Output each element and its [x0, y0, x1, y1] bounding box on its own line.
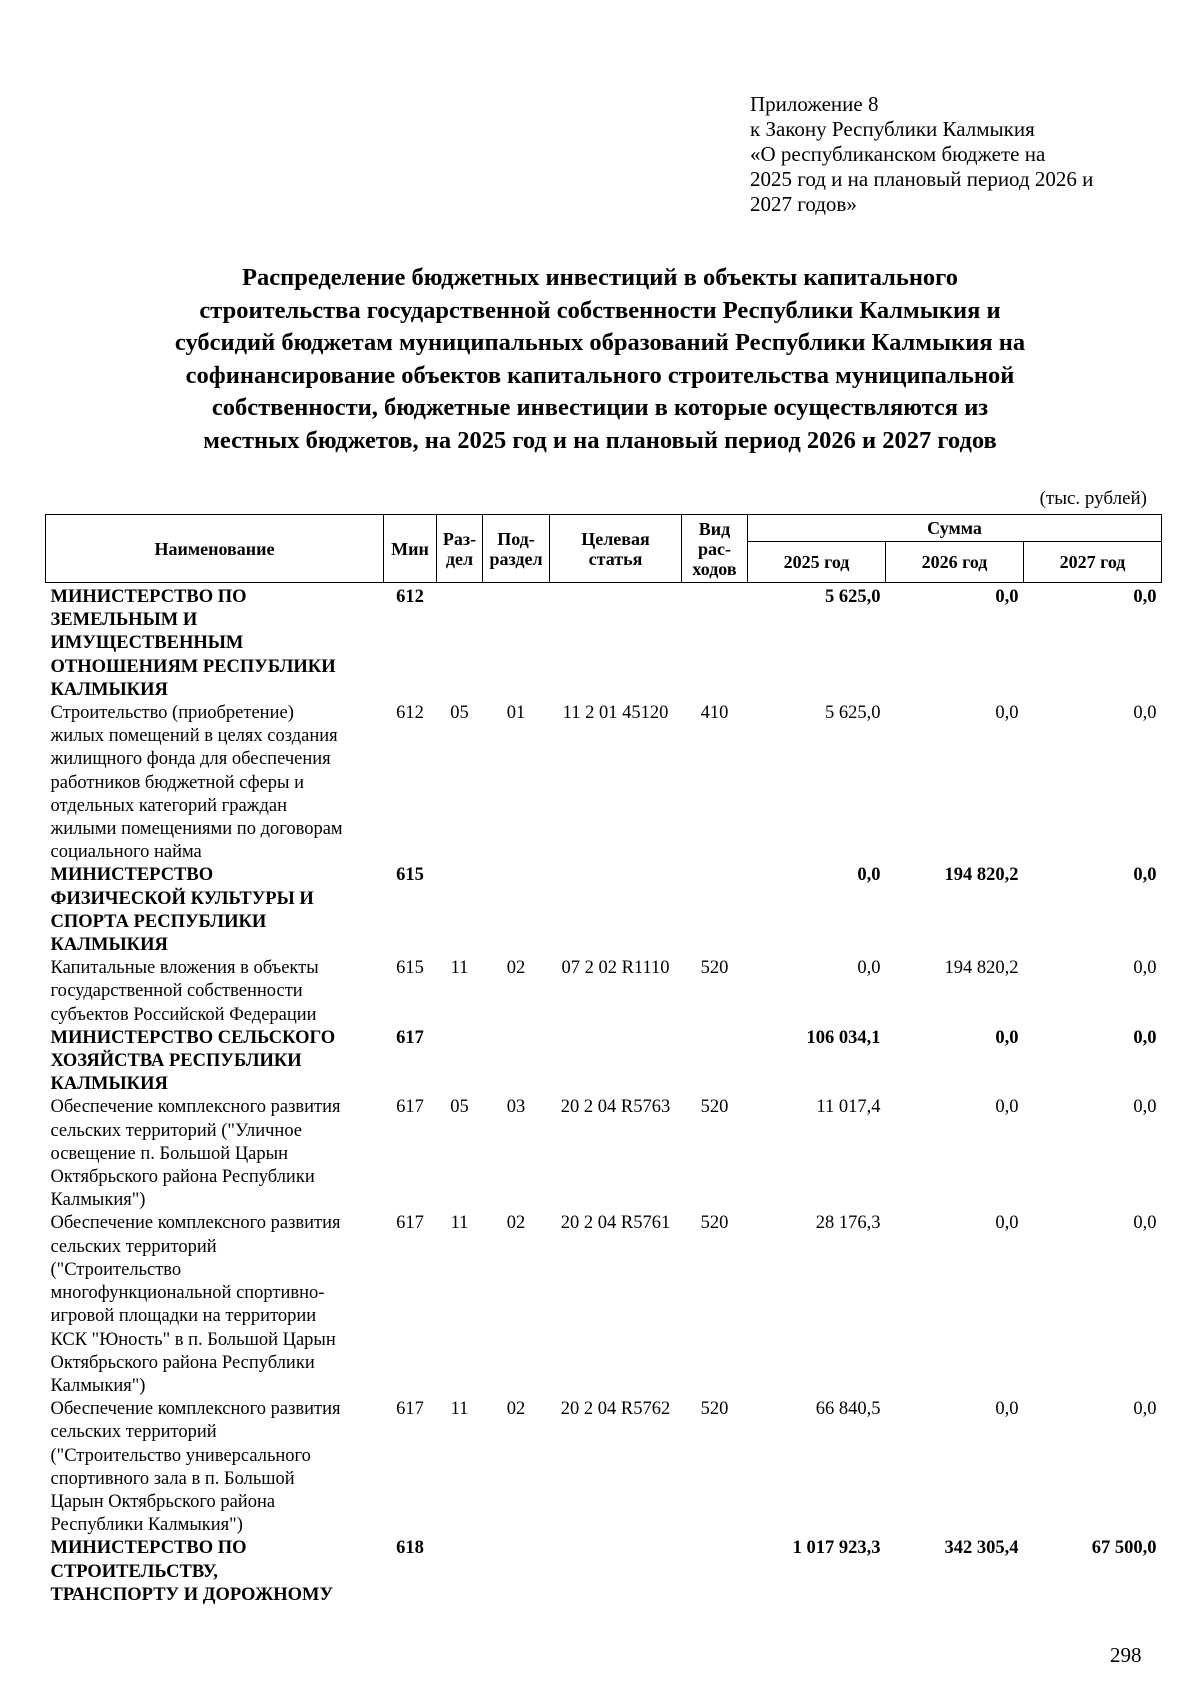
- appendix-line: Приложение 8: [750, 92, 879, 116]
- table-row: [46, 1096, 1162, 1212]
- cell-target: [550, 1537, 682, 1607]
- cell-name-line: игровой площадки на территории: [50, 1306, 317, 1327]
- cell-podrazdel: [483, 1537, 550, 1607]
- document-title: [60, 262, 1140, 457]
- cell-y2027: 67 500,0: [1091, 1538, 1157, 1559]
- cell-y2026: 0,0: [995, 587, 1019, 607]
- cell-name-line: Обеспечение комплексного развития: [50, 1213, 341, 1234]
- cell-name: [46, 1537, 384, 1607]
- cell-min: 612: [396, 703, 424, 724]
- cell-name-line: МИНИСТЕРСТВО: [50, 865, 214, 886]
- cell-name-line: жилищного фонда для обеспечения: [50, 749, 331, 770]
- cell-podrazdel: 01: [506, 703, 526, 724]
- cell-name-line: Октябрьского района Республики: [50, 1352, 315, 1373]
- cell-min: 617: [396, 1027, 424, 1048]
- cell-y2026: 342 305,4: [944, 1538, 1019, 1559]
- header-2027: 2027 год: [1024, 542, 1162, 583]
- cell-y2025: 1 017 923,3: [792, 1538, 881, 1559]
- cell-target: 11 2 01 45120: [562, 703, 669, 724]
- cell-name-line: Республики Калмыкия"): [50, 1515, 243, 1536]
- table-row: [46, 583, 1162, 703]
- header-min: Мин: [384, 515, 437, 583]
- cell-podrazdel: 03: [506, 1097, 526, 1118]
- cell-name-line: ТРАНСПОРТУ И ДОРОЖНОМУ: [50, 1584, 334, 1605]
- cell-name-line: социального найма: [50, 842, 202, 863]
- cell-y2026: 0,0: [995, 703, 1019, 724]
- cell-name-line: МИНИСТЕРСТВО ПО: [50, 587, 247, 607]
- cell-name-line: Обеспечение комплексного развития: [50, 1097, 341, 1118]
- cell-name-line: МИНИСТЕРСТВО СЕЛЬСКОГО: [50, 1027, 336, 1048]
- table-row: [46, 1398, 1162, 1537]
- cell-name-line: КСК "Юность" в п. Большой Царын: [50, 1329, 336, 1350]
- cell-target: [550, 864, 682, 957]
- cell-razdel: 11: [450, 1213, 469, 1234]
- cell-target: 20 2 04 R5762: [560, 1399, 671, 1420]
- cell-name-line: КАЛМЫКИЯ: [50, 1074, 168, 1095]
- header-name: Наименование: [46, 515, 384, 583]
- cell-vid: 520: [700, 1097, 729, 1118]
- cell-target: 20 2 04 R5761: [560, 1213, 671, 1234]
- title-line: собственности, бюджетные инвестиции в которые осуществляются из: [211, 394, 989, 421]
- table-row: [46, 1537, 1162, 1607]
- cell-name-line: жилых помещений в целях создания: [50, 726, 338, 747]
- cell-y2025: 5 625,0: [825, 703, 881, 724]
- cell-target: [550, 1027, 682, 1097]
- cell-min: 617: [396, 1097, 424, 1118]
- title-line: Распределение бюджетных инвестиций в объекты капитального: [242, 264, 958, 291]
- cell-vid: 410: [700, 703, 729, 724]
- cell-name-line: жилыми помещениями по договорам: [50, 819, 343, 840]
- cell-name: [46, 957, 384, 1027]
- cell-y2027: 0,0: [1133, 1213, 1157, 1234]
- cell-name-line: ЗЕМЕЛЬНЫМ И: [50, 610, 198, 631]
- cell-y2025: 28 176,3: [815, 1213, 881, 1234]
- cell-name-line: Строительство (приобретение): [50, 703, 294, 724]
- cell-y2027: 0,0: [1133, 1399, 1157, 1420]
- header-2025: 2025 год: [748, 542, 886, 583]
- table-row: [46, 702, 1162, 864]
- cell-y2026: 0,0: [995, 1097, 1019, 1118]
- cell-name-line: многофункциональной спортивно-: [50, 1283, 325, 1304]
- cell-y2027: 0,0: [1133, 865, 1157, 886]
- appendix-line: «О республиканском бюджете на: [750, 142, 1046, 166]
- cell-name-line: сельских территорий: [50, 1236, 217, 1257]
- cell-podrazdel: 02: [506, 1213, 526, 1234]
- cell-y2026: 0,0: [995, 1213, 1019, 1234]
- cell-podrazdel: [483, 583, 550, 703]
- cell-name-line: освещение п. Большой Царын: [50, 1143, 288, 1164]
- cell-name-line: СПОРТА РЕСПУБЛИКИ: [50, 911, 267, 932]
- cell-razdel: [437, 583, 483, 703]
- cell-name-line: спортивного зала в п. Большой: [50, 1468, 295, 1489]
- cell-name-line: Октябрьского района Республики: [50, 1167, 315, 1188]
- title-line: местных бюджетов, на 2025 год и на плановый период 2026 и 2027 годов: [203, 426, 997, 454]
- cell-name-line: ОТНОШЕНИЯМ РЕСПУБЛИКИ: [50, 656, 336, 677]
- header-razdel: Раз- дел: [437, 515, 483, 583]
- page-number: 298: [1110, 1643, 1142, 1667]
- cell-min: 617: [396, 1213, 424, 1234]
- cell-target: 20 2 04 R5763: [560, 1097, 671, 1118]
- cell-name: [46, 1096, 384, 1212]
- cell-target: [550, 583, 682, 703]
- cell-vid: 520: [700, 1213, 729, 1234]
- cell-name-line: ("Строительство: [50, 1259, 182, 1280]
- table-header: [46, 515, 1162, 583]
- cell-name-line: СТРОИТЕЛЬСТВУ,: [50, 1561, 218, 1582]
- cell-y2025: 66 840,5: [815, 1399, 881, 1420]
- cell-min: 618: [396, 1538, 424, 1559]
- cell-razdel: 05: [450, 1097, 469, 1118]
- cell-name-line: Обеспечение комплексного развития: [50, 1399, 341, 1420]
- title-line: строительства государственной собственности Республики Калмыкия и: [199, 296, 1001, 324]
- cell-min: 612: [396, 587, 424, 607]
- title-line: софинансирование объектов капитального строительства муниципальной: [185, 361, 1015, 389]
- cell-vid: [682, 864, 748, 957]
- appendix-line: 2027 годов»: [750, 192, 857, 216]
- cell-razdel: [437, 1027, 483, 1097]
- cell-name-line: ("Строительство универсального: [50, 1445, 311, 1466]
- table-row: [46, 1027, 1162, 1097]
- cell-y2027: 0,0: [1133, 958, 1157, 979]
- cell-min: 615: [396, 865, 424, 886]
- cell-name: [46, 1027, 384, 1097]
- cell-name-line: Калмыкия"): [50, 1190, 146, 1211]
- cell-min: 615: [396, 958, 424, 979]
- table-row: [46, 1212, 1162, 1398]
- cell-name-line: ХОЗЯЙСТВА РЕСПУБЛИКИ: [50, 1051, 302, 1072]
- header-sum: Сумма: [748, 515, 1162, 542]
- cell-vid: 520: [700, 958, 729, 979]
- cell-vid: 520: [700, 1399, 729, 1420]
- cell-name: [46, 702, 384, 864]
- header-target: Целевая статья: [550, 515, 682, 583]
- cell-podrazdel: [483, 1027, 550, 1097]
- appendix-line: 2025 год и на плановый период 2026 и: [750, 167, 1094, 191]
- cell-podrazdel: [483, 864, 550, 957]
- table-body: [46, 583, 1162, 1607]
- cell-vid: [682, 1027, 748, 1097]
- table-row: [46, 864, 1162, 957]
- cell-y2026: 194 820,2: [944, 958, 1019, 979]
- cell-name-line: отдельных категорий граждан: [50, 795, 287, 816]
- cell-razdel: 11: [450, 958, 469, 979]
- cell-vid: [682, 583, 748, 703]
- title-line: субсидий бюджетам муниципальных образований Республики Калмыкия на: [174, 329, 1026, 356]
- header-podrazdel: Под- раздел: [483, 515, 550, 583]
- appendix-note: [750, 92, 1093, 217]
- cell-min: 617: [396, 1399, 424, 1420]
- cell-name-line: Царын Октябрьского района: [50, 1491, 276, 1512]
- cell-name-line: МИНИСТЕРСТВО ПО: [50, 1538, 247, 1559]
- cell-y2026: 0,0: [995, 1399, 1019, 1420]
- header-2026: 2026 год: [886, 542, 1024, 583]
- cell-name-line: субъектов Российской Федерации: [50, 1004, 317, 1025]
- cell-y2025: 11 017,4: [816, 1097, 881, 1118]
- cell-y2027: 0,0: [1133, 1027, 1157, 1048]
- cell-target: 07 2 02 R1110: [561, 958, 670, 979]
- table-row: [46, 957, 1162, 1027]
- cell-y2025: 5 625,0: [825, 587, 881, 607]
- cell-name-line: ИМУЩЕСТВЕННЫМ: [50, 633, 244, 654]
- appendix-line: к Закону Республики Калмыкия: [750, 117, 1035, 141]
- cell-podrazdel: 02: [506, 1399, 526, 1420]
- units-label: (тыс. рублей): [1039, 488, 1147, 509]
- cell-name-line: ФИЗИЧЕСКОЙ КУЛЬТУРЫ И: [50, 888, 314, 909]
- cell-razdel: 11: [450, 1399, 469, 1420]
- cell-name-line: государственной собственности: [50, 981, 303, 1002]
- cell-name: [46, 864, 384, 957]
- cell-y2026: 0,0: [995, 1027, 1019, 1048]
- cell-name-line: Капитальные вложения в объекты: [50, 958, 319, 979]
- cell-y2026: 194 820,2: [944, 865, 1019, 886]
- cell-y2027: 0,0: [1133, 703, 1157, 724]
- cell-name-line: сельских территорий: [50, 1422, 217, 1443]
- header-vid: Вид рас- ходов: [682, 515, 748, 583]
- cell-name-line: Калмыкия"): [50, 1375, 146, 1396]
- cell-podrazdel: 02: [506, 958, 526, 979]
- cell-name: [46, 1398, 384, 1537]
- cell-y2025: 106 034,1: [806, 1027, 881, 1048]
- cell-name-line: КАЛМЫКИЯ: [50, 679, 168, 700]
- cell-razdel: [437, 1537, 483, 1607]
- cell-razdel: 05: [450, 703, 469, 724]
- budget-table: [45, 514, 1162, 1607]
- cell-razdel: [437, 864, 483, 957]
- cell-vid: [682, 1537, 748, 1607]
- cell-name: [46, 1212, 384, 1398]
- cell-name-line: работников бюджетной сферы и: [50, 772, 304, 793]
- cell-y2027: 0,0: [1133, 587, 1157, 607]
- cell-name-line: КАЛМЫКИЯ: [50, 935, 168, 956]
- cell-name-line: сельских территорий ("Уличное: [50, 1120, 303, 1141]
- cell-y2025: 0,0: [857, 958, 881, 979]
- cell-y2025: 0,0: [857, 865, 881, 886]
- cell-y2027: 0,0: [1133, 1097, 1157, 1118]
- cell-name: [46, 583, 384, 703]
